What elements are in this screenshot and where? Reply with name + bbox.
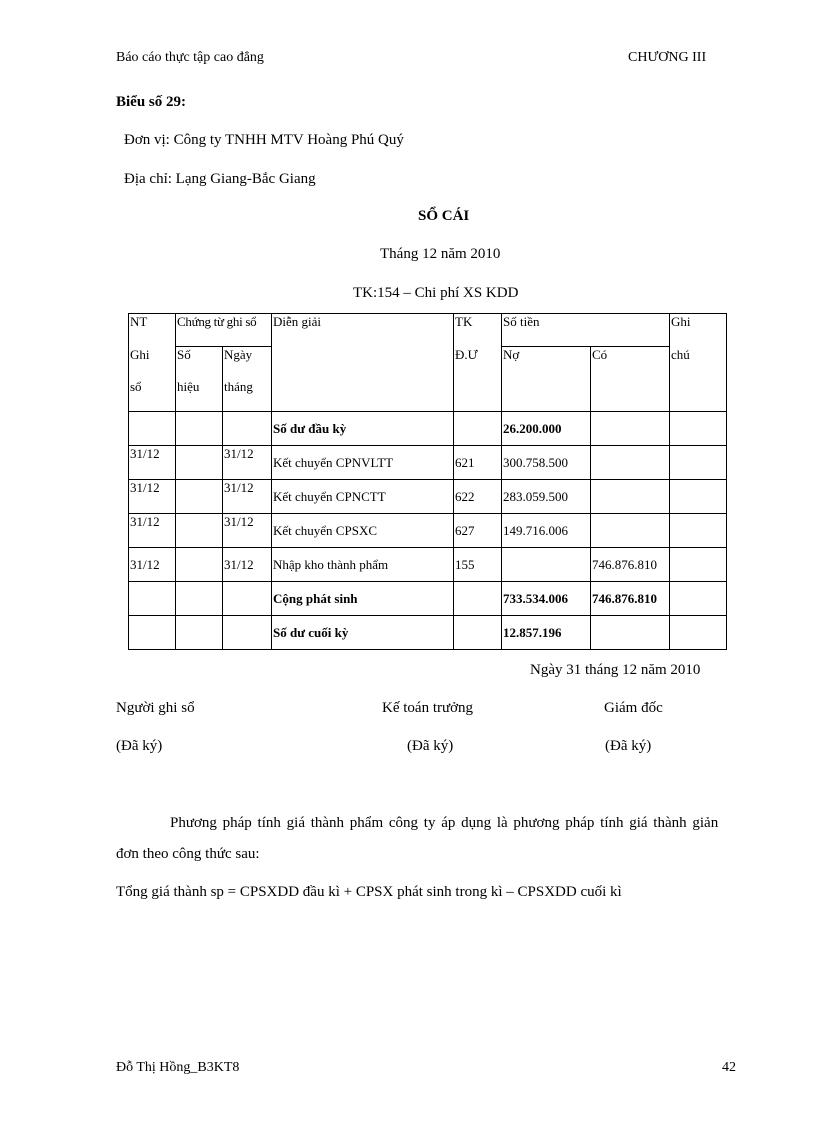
unit-line: Đơn vị: Công ty TNHH MTV Hoàng Phú Quý xyxy=(124,132,404,148)
cell-debit: 283.059.500 xyxy=(502,480,591,514)
cell-desc: Kết chuyển CPNCTT xyxy=(272,480,454,514)
table-row xyxy=(129,582,727,616)
header-ngay-2: tháng xyxy=(223,379,272,412)
header-note-blank xyxy=(670,379,727,412)
paragraph-line-2: đơn theo công thức sau: xyxy=(116,846,260,862)
cell-note xyxy=(670,514,727,548)
cell-tk: 155 xyxy=(454,548,502,582)
table-header-row-1 xyxy=(129,314,727,347)
cell-nt xyxy=(129,582,176,616)
cell-desc: Nhập kho thành phẩm xyxy=(272,548,454,582)
header-nt-3: sổ xyxy=(129,379,176,412)
cell-ngay xyxy=(223,616,272,650)
header-so-2: hiệu xyxy=(176,379,223,412)
cell-so xyxy=(176,582,223,616)
cell-so xyxy=(176,412,223,446)
cell-desc: Kết chuyển CPNVLTT xyxy=(272,446,454,480)
cell-ngay xyxy=(223,412,272,446)
cell-desc: Kết chuyển CPSXC xyxy=(272,514,454,548)
header-note-2: chú xyxy=(670,347,727,380)
cell-credit xyxy=(591,616,670,650)
cell-nt: 31/12 xyxy=(129,480,176,514)
cell-ngay xyxy=(223,582,272,616)
cell-debit: 733.534.006 xyxy=(502,582,591,616)
date-line: Ngày 31 tháng 12 năm 2010 xyxy=(530,662,701,678)
cell-so xyxy=(176,548,223,582)
header-note: Ghi xyxy=(670,314,727,347)
footer-author: Đỗ Thị Hồng_B3KT8 xyxy=(116,1060,240,1075)
ledger-title: SỔ CÁI xyxy=(418,208,470,224)
cell-note xyxy=(670,582,727,616)
paragraph-line-1: Phương pháp tính giá thành phẩm công ty áp dụng là phương pháp tính giá thành giản xyxy=(170,815,719,831)
cell-so xyxy=(176,616,223,650)
header-ngay: Ngày xyxy=(223,347,272,380)
ledger-table xyxy=(128,313,727,650)
header-tk-blank xyxy=(454,379,502,412)
cell-debit xyxy=(502,548,591,582)
cell-ngay: 31/12 xyxy=(223,446,272,480)
formula-line: Tổng giá thành sp = CPSXDD đầu kì + CPSX phát sinh trong kì – CPSXDD cuối kì xyxy=(116,884,622,900)
signature-recorder: Người ghi sổ xyxy=(116,700,195,716)
cell-desc: Cộng phát sinh xyxy=(272,582,454,616)
signature-director: Giám đốc xyxy=(604,700,663,716)
cell-debit: 300.758.500 xyxy=(502,446,591,480)
header-description: Diễn giải xyxy=(272,314,454,412)
cell-so xyxy=(176,480,223,514)
signature-chief-accountant: Kế toán trưởng xyxy=(382,700,474,716)
cell-nt: 31/12 xyxy=(129,548,176,582)
header-tk-2: Đ.Ư xyxy=(454,347,502,380)
cell-ngay: 31/12 xyxy=(223,480,272,514)
cell-credit xyxy=(591,514,670,548)
cell-credit xyxy=(591,446,670,480)
cell-debit: 149.716.006 xyxy=(502,514,591,548)
cell-note xyxy=(670,412,727,446)
cell-tk: 622 xyxy=(454,480,502,514)
cell-tk xyxy=(454,582,502,616)
cell-debit: 26.200.000 xyxy=(502,412,591,446)
table-row xyxy=(129,514,727,548)
header-voucher: Chứng từ ghi sổ xyxy=(176,314,272,347)
cell-tk xyxy=(454,412,502,446)
cell-so xyxy=(176,514,223,548)
cell-desc: Số dư đầu kỳ xyxy=(272,412,454,446)
cell-ngay: 31/12 xyxy=(223,548,272,582)
cell-so xyxy=(176,446,223,480)
cell-note xyxy=(670,616,727,650)
cell-credit: 746.876.810 xyxy=(591,548,670,582)
cell-credit xyxy=(591,412,670,446)
header-nt-2: Ghi xyxy=(129,347,176,380)
cell-note xyxy=(670,446,727,480)
table-row xyxy=(129,446,727,480)
recorder-signed: (Đã ký) xyxy=(116,738,163,754)
cell-tk: 621 xyxy=(454,446,502,480)
header-tk: TK xyxy=(454,314,502,347)
header-so: Số xyxy=(176,347,223,380)
header-amount: Số tiền xyxy=(502,314,670,347)
header-nt: NT xyxy=(129,314,176,347)
cell-tk xyxy=(454,616,502,650)
cell-nt xyxy=(129,616,176,650)
form-number: Biểu số 29: xyxy=(116,94,187,110)
header-left: Báo cáo thực tập cao đẳng xyxy=(116,50,264,65)
cell-nt: 31/12 xyxy=(129,446,176,480)
header-debit: Nợ xyxy=(502,347,591,412)
footer-page-number: 42 xyxy=(722,1060,736,1075)
cell-note xyxy=(670,480,727,514)
cell-note xyxy=(670,548,727,582)
ledger-account: TK:154 – Chi phí XS KDD xyxy=(353,285,519,301)
cell-ngay: 31/12 xyxy=(223,514,272,548)
header-credit: Có xyxy=(591,347,670,412)
cell-nt xyxy=(129,412,176,446)
address-line: Địa chỉ: Lạng Giang-Bắc Giang xyxy=(124,171,316,187)
table-row xyxy=(129,480,727,514)
cell-nt: 31/12 xyxy=(129,514,176,548)
chief-signed: (Đã ký) xyxy=(407,738,454,754)
table-row xyxy=(129,548,727,582)
cell-tk: 627 xyxy=(454,514,502,548)
cell-debit: 12.857.196 xyxy=(502,616,591,650)
cell-credit xyxy=(591,480,670,514)
cell-desc: Số dư cuối kỳ xyxy=(272,616,454,650)
header-right: CHƯƠNG III xyxy=(628,50,707,65)
director-signed: (Đã ký) xyxy=(605,738,652,754)
ledger-month: Tháng 12 năm 2010 xyxy=(380,246,501,262)
cell-credit: 746.876.810 xyxy=(591,582,670,616)
table-row xyxy=(129,616,727,650)
table-row xyxy=(129,412,727,446)
